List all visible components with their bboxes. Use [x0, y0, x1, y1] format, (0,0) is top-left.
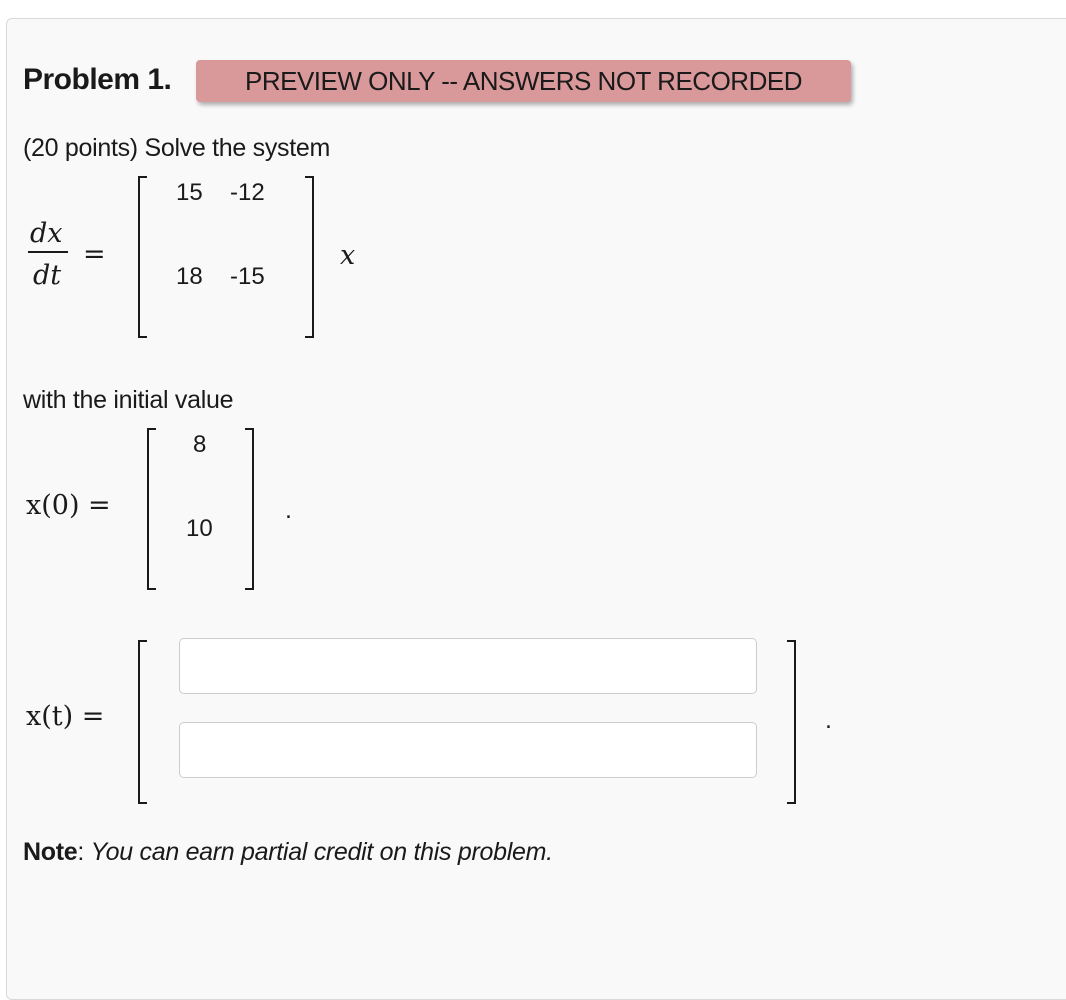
initial-left-bracket	[147, 428, 156, 590]
problem-title: Problem 1.	[23, 63, 172, 96]
answer-lhs: x(t) =	[26, 701, 105, 732]
matrix-cell: -15	[230, 263, 265, 290]
problem-intro: (20 points) Solve the system	[23, 134, 331, 162]
answer-left-bracket	[138, 640, 147, 804]
matrix-right-bracket	[305, 176, 314, 338]
partial-credit-note	[23, 838, 553, 867]
matrix-cell: 15	[176, 179, 203, 206]
initial-vector-cell: 8	[193, 431, 207, 458]
equals-sign: =	[83, 239, 106, 270]
deriv-numerator: dx	[30, 218, 63, 249]
answer-input-1[interactable]	[179, 638, 757, 694]
note-text: You can earn partial credit on this problem.	[90, 838, 553, 866]
initial-value-text: with the initial value	[23, 386, 234, 414]
preview-badge: PREVIEW ONLY -- ANSWERS NOT RECORDED	[196, 60, 851, 102]
note-colon: :	[77, 838, 85, 866]
answer-input-2[interactable]	[179, 722, 757, 778]
answer-right-bracket	[787, 640, 796, 804]
fraction-bar	[28, 251, 68, 253]
vector-variable: x	[340, 240, 356, 271]
matrix-cell: 18	[176, 263, 203, 290]
initial-lhs: x(0) =	[26, 490, 111, 521]
initial-right-bracket	[245, 428, 254, 590]
initial-vector-cell: 10	[186, 515, 213, 542]
answer-period: .	[825, 706, 832, 734]
initial-period: .	[285, 496, 292, 524]
note-label: Note	[23, 838, 78, 866]
matrix-cell: -12	[230, 179, 265, 206]
deriv-denominator: dt	[33, 260, 62, 291]
matrix-left-bracket	[138, 176, 147, 338]
